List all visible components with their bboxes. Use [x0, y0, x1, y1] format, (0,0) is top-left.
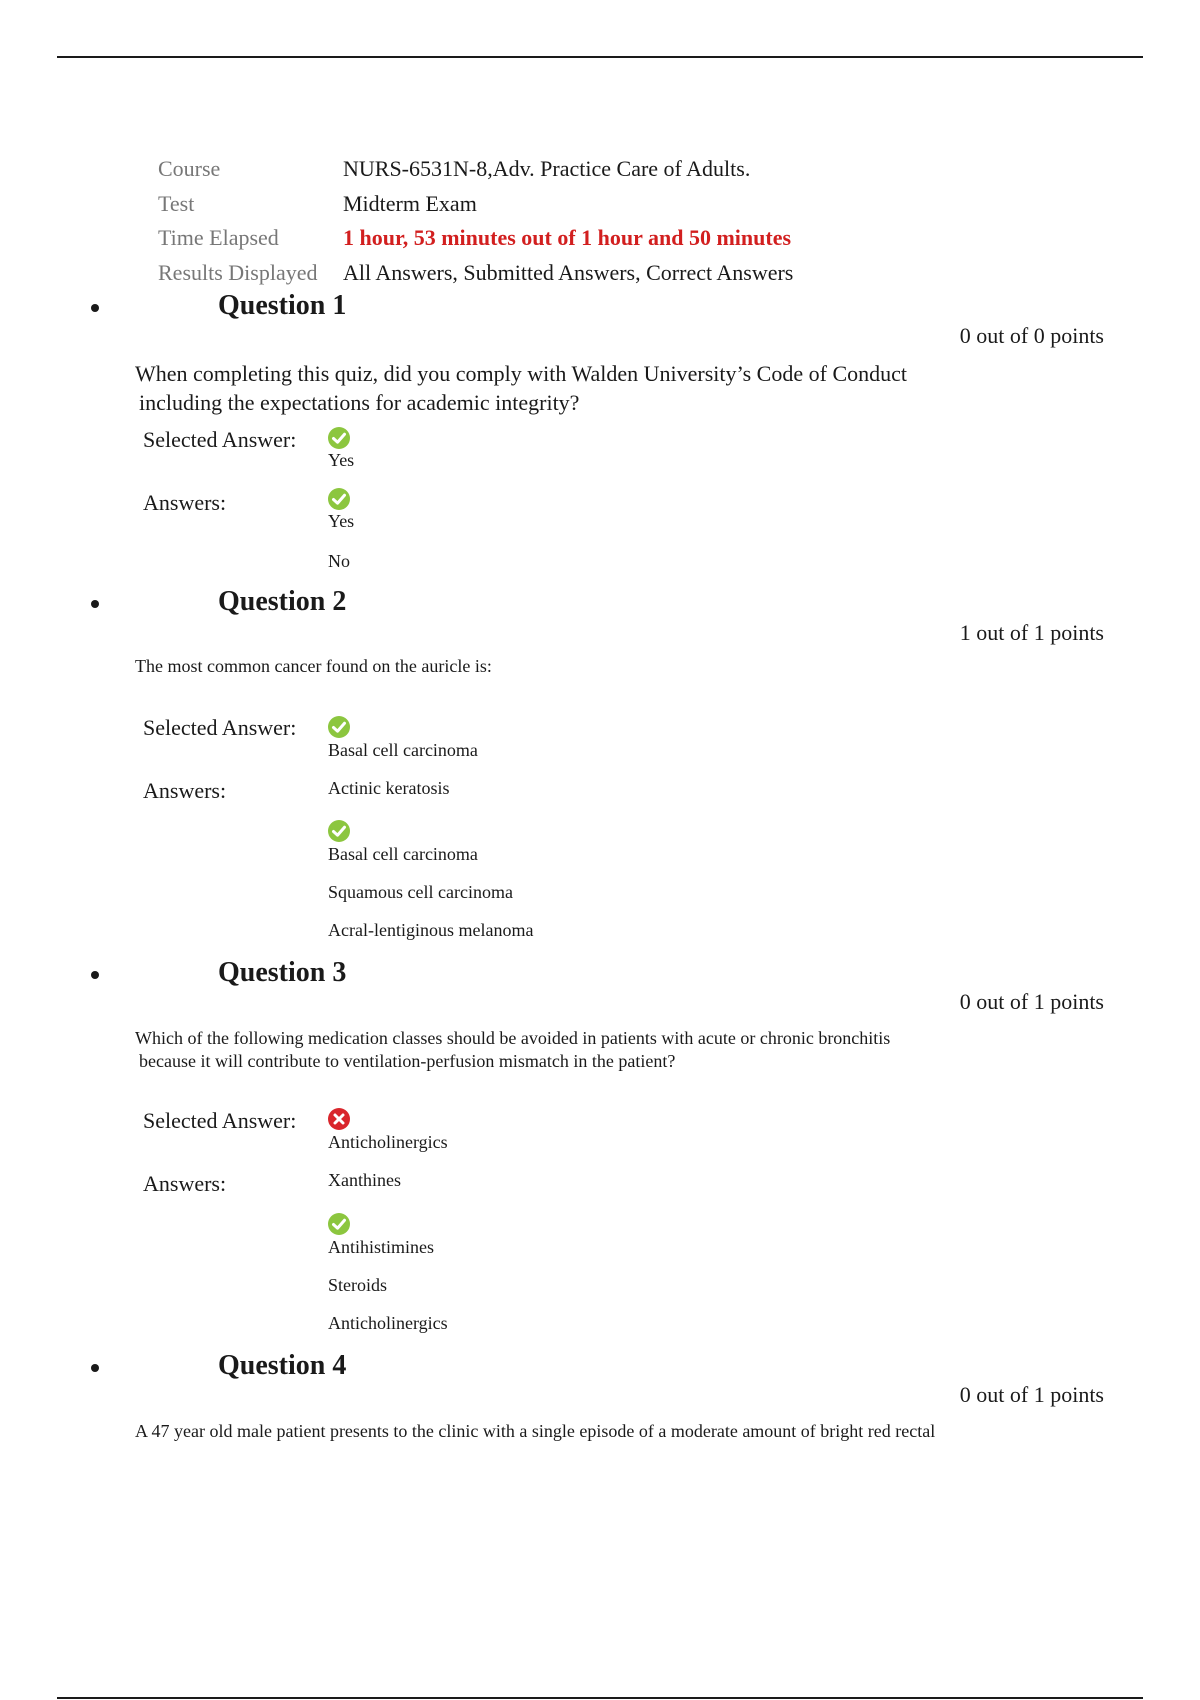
answers-label: Answers:: [143, 1171, 227, 1196]
question-title: Question 4: [218, 1350, 347, 1381]
answer-option: Antihistimines: [328, 1237, 435, 1257]
answer-option: Steroids: [328, 1275, 388, 1295]
question-text-line: Which of the following medication classes should be avoided in patients with acute or chronic bronchitis: [135, 1028, 891, 1048]
question-points: 0 out of 1 points: [959, 1382, 1104, 1407]
question-points: 0 out of 1 points: [959, 989, 1104, 1014]
answer-option: Yes: [328, 511, 355, 531]
answer-option: Basal cell carcinoma: [328, 844, 478, 864]
answer-option: Actinic keratosis: [328, 778, 450, 798]
question-text-line: When completing this quiz, did you comply with Walden University’s Code of Conduct: [135, 361, 907, 386]
selected-answer-label: Selected Answer:: [143, 715, 297, 740]
answer-option: Anticholinergics: [328, 1313, 448, 1333]
question-text: [135, 655, 1015, 678]
bullet: [91, 600, 99, 608]
question-text: [135, 1027, 1015, 1073]
check-circle-icon: [328, 427, 350, 449]
question-text: [135, 359, 1015, 417]
question-text-line: The most common cancer found on the auricle is:: [135, 656, 492, 676]
bullet: [91, 1364, 99, 1372]
selected-answer-text: Yes: [328, 450, 355, 470]
question-title: Question 3: [218, 957, 347, 988]
answer-option: Squamous cell carcinoma: [328, 882, 513, 902]
bottom-rule: [57, 1697, 1143, 1699]
answer-option: Acral-lentiginous melanoma: [328, 920, 534, 940]
check-circle-icon: [328, 1213, 350, 1235]
question-text-line: A 47 year old male patient presents to the clinic with a single episode of a moderate amount of bright red rectal: [135, 1421, 936, 1441]
x-circle-icon: [328, 1108, 350, 1130]
question-text-line: because it will contribute to ventilation-perfusion mismatch in the patient?: [139, 1051, 676, 1071]
results-displayed-value: All Answers, Submitted Answers, Correct Answers: [343, 259, 794, 285]
check-circle-icon: [328, 488, 350, 510]
time-elapsed-label: Time Elapsed: [158, 225, 279, 251]
answers-label: Answers:: [143, 778, 227, 803]
question-title: Question 2: [218, 586, 347, 617]
question-title: Question 1: [218, 290, 347, 321]
course-label: Course: [158, 156, 221, 182]
test-value: Midterm Exam: [343, 190, 477, 216]
question-points: 0 out of 0 points: [959, 323, 1104, 348]
test-info-table: [158, 152, 793, 290]
results-displayed-row: [158, 256, 793, 291]
test-label: Test: [158, 190, 195, 216]
check-circle-icon: [328, 716, 350, 738]
question-text: [135, 1420, 1095, 1443]
time-elapsed-row: [158, 221, 793, 256]
results-displayed-label: Results Displayed: [158, 259, 318, 285]
time-elapsed-value: 1 hour, 53 minutes out of 1 hour and 50 minutes: [343, 225, 792, 251]
selected-answer-text: Anticholinergics: [328, 1132, 448, 1152]
bullet: [91, 304, 99, 312]
answer-option: No: [328, 551, 350, 571]
check-circle-icon: [328, 820, 350, 842]
question-text-line: including the expectations for academic integrity?: [139, 390, 580, 415]
question-points: 1 out of 1 points: [959, 620, 1104, 645]
selected-answer-text: Basal cell carcinoma: [328, 740, 478, 760]
top-rule: [57, 56, 1143, 58]
test-row: [158, 187, 793, 222]
course-row: [158, 152, 793, 187]
answer-option: Xanthines: [328, 1170, 401, 1190]
selected-answer-label: Selected Answer:: [143, 427, 297, 452]
selected-answer-label: Selected Answer:: [143, 1108, 297, 1133]
answers-label: Answers:: [143, 490, 227, 515]
bullet: [91, 971, 99, 979]
course-value: NURS-6531N-8,Adv. Practice Care of Adults.: [343, 156, 751, 182]
